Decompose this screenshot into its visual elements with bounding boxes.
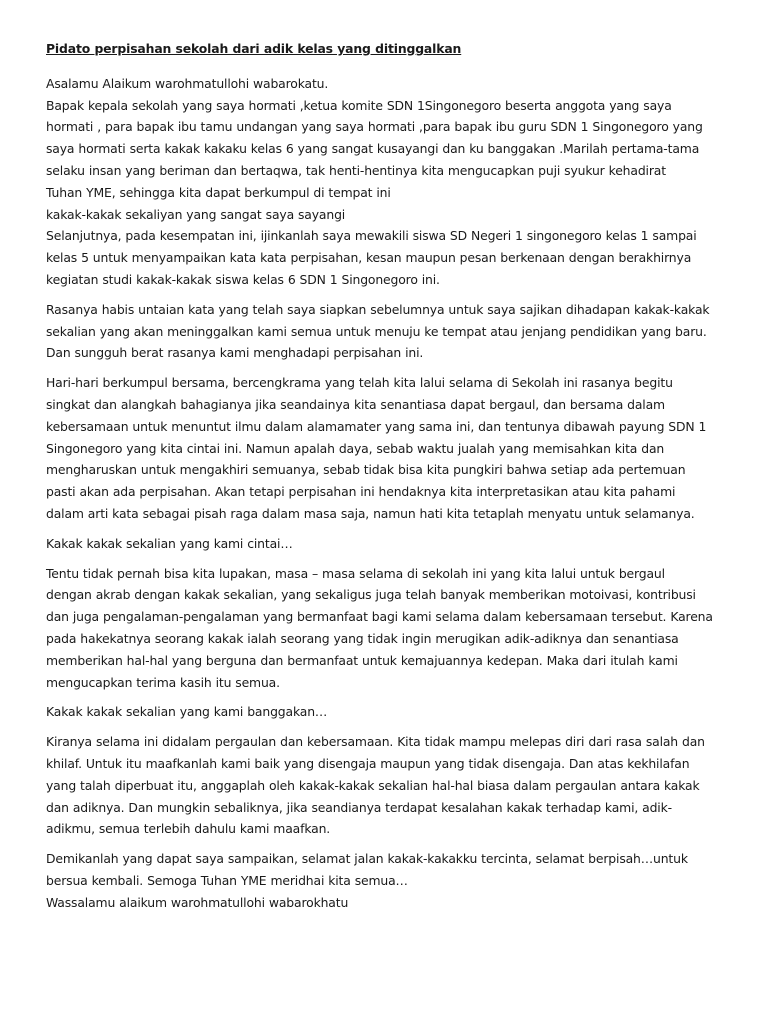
text-line: Demikanlah yang dapat saya sampaikan, selamat jalan kakak-kakakku tercinta, selamat berpisah…untuk	[46, 851, 688, 867]
paragraph-salutation-cintai	[46, 533, 730, 555]
text-line: pasti akan ada perpisahan. Akan tetapi perpisahan ini hendaknya kita interpretasikan atau kita pahami	[46, 484, 676, 500]
text-line: dalam arti kata sebagai pisah raga dalam masa saja, namun hati kita tetaplah menyatu untuk selamanya.	[46, 505, 695, 521]
text-line: mengharuskan untuk mengakhiri semuanya, sebab tidak bisa kita pungkiri bahwa setiap ada pertemuan	[46, 462, 686, 478]
text-line: singkat dan alangkah bahagianya jika seandainya kita senantiasa dapat bergaul, dan bersama dalam	[46, 396, 665, 412]
text-line: dan adiknya. Dan mungkin sebaliknya, jika seandianya terdapat kesalahan kakak terhadap kami, adik-	[46, 799, 672, 815]
text-line: pada hakekatnya seorang kakak ialah seorang yang tidak ingin merugikan adik-adiknya dan senantiasa	[46, 630, 679, 646]
text-line: kelas 5 untuk menyampaikan kata kata perpisahan, kesan maupun pesan berkenaan dengan berakhirnya	[46, 250, 692, 266]
text-line: adikmu, semua terlebih dahulu kami maafkan.	[46, 821, 331, 837]
text-line: saya hormati serta kakak kakaku kelas 6 yang sangat kusayangi dan ku banggakan .Marilah pertama-tama	[46, 141, 700, 157]
paragraph-hari-hari	[46, 372, 730, 525]
paragraph-tentu	[46, 563, 730, 694]
text-line: Rasanya habis untaian kata yang telah saya siapkan sebelumnya untuk saya sajikan dihadapan kakak-kakak	[46, 301, 710, 317]
text-line: Asalamu Alaikum warohmatullohi wabarokatu.	[46, 75, 329, 91]
text-line: dan juga pengalaman-pengalaman yang bermanfaat bagi kami selama dalam kebersamaan tersebut. Karena	[46, 609, 713, 625]
text-line: Hari-hari berkumpul bersama, bercengkrama yang telah kita lalui selama di Sekolah ini rasanya begitu	[46, 375, 673, 391]
paragraph-salutation-banggakan	[46, 701, 730, 723]
text-line: Tuhan YME, sehingga kita dapat berkumpul di tempat ini	[46, 184, 391, 200]
text-line: kegiatan studi kakak-kakak siswa kelas 6 SDN 1 Singonegoro ini.	[46, 271, 440, 287]
text-line: bersua kembali. Semoga Tuhan YME meridhai kita semua…	[46, 872, 408, 888]
text-line: mengucapkan terima kasih itu semua.	[46, 674, 280, 690]
text-line: Selanjutnya, pada kesempatan ini, ijinkanlah saya mewakili siswa SD Negeri 1 singonegoro kelas 1 sampai	[46, 228, 697, 244]
text-line: kebersamaan untuk menuntut ilmu dalam alamamater yang sama ini, dan tentunya dibawah payung SDN 1	[46, 418, 707, 434]
text-line: hormati , para bapak ibu tamu undangan yang saya hormati ,para bapak ibu guru SDN 1 Singonegoro yang	[46, 119, 703, 135]
text-line: Dan sungguh berat rasanya kami menghadapi perpisahan ini.	[46, 345, 424, 361]
paragraph-opening	[46, 73, 730, 291]
text-line: Kiranya selama ini didalam pergaulan dan kebersamaan. Kita tidak mampu melepas diri dari rasa salah dan	[46, 734, 705, 750]
text-line: memberikan hal-hal yang berguna dan bermanfaat untuk kemajuannya kedepan. Maka dari itulah kami	[46, 652, 678, 668]
paragraph-kiranya	[46, 731, 730, 840]
paragraph-rasanya	[46, 299, 730, 364]
document-page	[46, 38, 730, 913]
text-line: Singonegoro yang kita cintai ini. Namun apalah daya, sebab waktu jualah yang memisahkan kita dan	[46, 440, 665, 456]
text-line: Tentu tidak pernah bisa kita lupakan, masa – masa selama di sekolah ini yang kita lalui untuk bergaul	[46, 565, 665, 581]
text-line: dengan akrab dengan kakak sekalian, yang sekaligus juga telah banyak memberikan motoivasi, kontribusi	[46, 587, 696, 603]
text-line: sekalian yang akan meninggalkan kami semua untuk menuju ke tempat atau jenjang pendidikan yang baru.	[46, 323, 707, 339]
text-line: Bapak kepala sekolah yang saya hormati ,ketua komite SDN 1Singonegoro beserta anggota yang saya	[46, 97, 672, 113]
text-line: Wassalamu alaikum warohmatullohi wabarokhatu	[46, 894, 349, 910]
text-line: Kakak kakak sekalian yang kami cintai…	[46, 535, 293, 551]
text-line: kakak-kakak sekaliyan yang sangat saya sayangi	[46, 206, 346, 222]
text-line: yang talah diperbuat itu, anggaplah oleh kakak-kakak sekalian hal-hal biasa dalam pergaulan antara kakak	[46, 777, 700, 793]
document-title: Pidato perpisahan sekolah dari adik kelas yang ditinggalkan	[46, 41, 462, 56]
paragraph-closing	[46, 848, 730, 913]
text-line: khilaf. Untuk itu maafkanlah kami baik yang disengaja maupun yang tidak disengaja. Dan atas kekhilafan	[46, 755, 690, 771]
text-line: Kakak kakak sekalian yang kami banggakan…	[46, 704, 328, 720]
text-line: selaku insan yang beriman dan bertaqwa, tak henti-hentinya kita mengucapkan puji syukur kehadirat	[46, 162, 666, 178]
